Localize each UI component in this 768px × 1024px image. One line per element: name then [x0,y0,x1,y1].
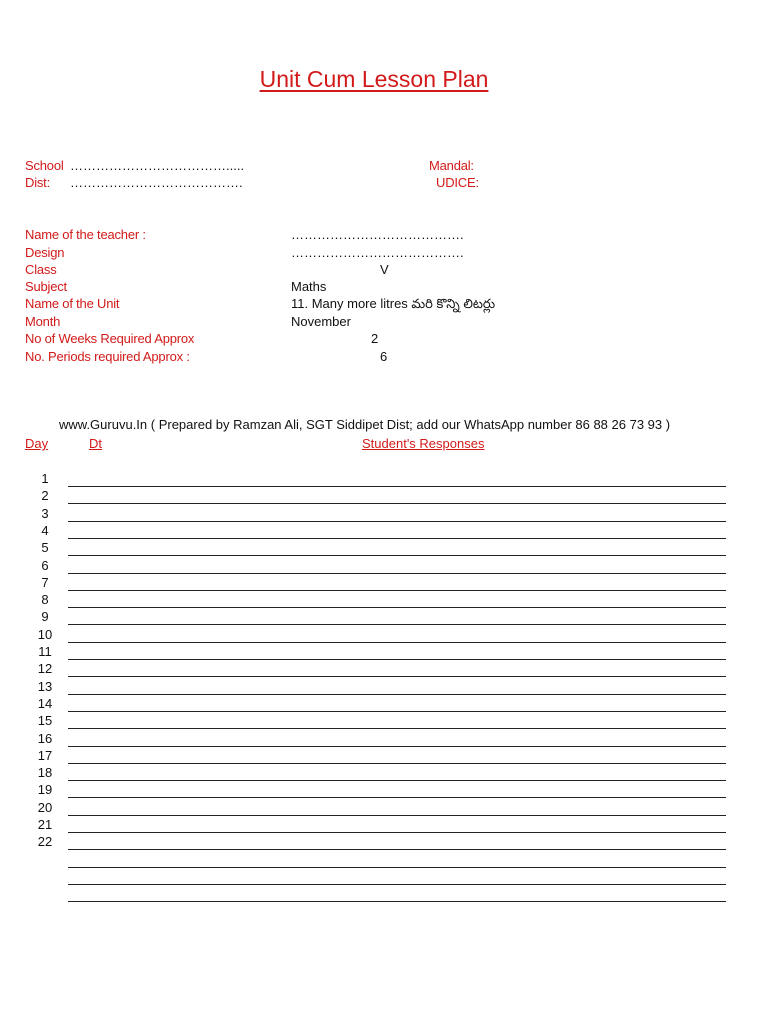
response-line [68,746,726,747]
periods-label: No. Periods required Approx : [25,349,190,364]
response-line [68,694,726,695]
day-number: 21 [37,817,53,832]
response-line [68,607,726,608]
response-line [68,711,726,712]
design-value: …………………………………. [291,245,464,260]
school-label: School [25,158,64,173]
response-line [68,503,726,504]
day-number: 18 [37,765,53,781]
day-number: 12 [37,661,53,677]
response-line [68,486,726,487]
day-number: 1 [41,471,49,486]
credit-line: www.Guruvu.In ( Prepared by Ramzan Ali, SGT Siddipet Dist; add our WhatsApp number 86 88 26 73 93 ) [59,417,671,432]
day-number: 13 [37,678,53,694]
day-number: 4 [41,522,49,538]
month-label: Month [25,314,61,329]
response-line [68,832,726,833]
response-line [68,555,726,556]
response-line [68,884,726,885]
month-value: November [291,314,351,329]
weeks-value: 2 [371,331,379,346]
day-number: 11 [38,644,52,659]
response-line [68,867,726,868]
column-dt: Dt [89,436,102,451]
day-number: 3 [41,505,49,521]
column-responses: Student's Responses [362,436,485,451]
design-label: Design [25,245,65,260]
day-number: 2 [41,488,49,504]
subject-label: Subject [25,279,67,294]
class-label: Class [25,262,57,277]
response-line [68,590,726,591]
day-number: 19 [37,782,53,798]
day-number: 20 [37,799,53,815]
weeks-label: No of Weeks Required Approx [25,331,195,346]
dist-dots: …………………………………. [70,175,243,190]
response-line [68,780,726,781]
school-dots: ………………………………..... [70,158,245,173]
response-line [68,573,726,574]
response-line [68,521,726,522]
teacher-label: Name of the teacher : [25,227,146,242]
class-value: V [380,262,389,277]
response-line [68,797,726,798]
day-number: 14 [37,695,53,711]
subject-value: Maths [291,279,327,294]
response-line [68,538,726,539]
unit-value: 11. Many more litres మరి కొన్ని లిటర్లు [291,296,496,311]
day-number: 17 [37,747,53,763]
response-line [68,728,726,729]
response-line [68,901,726,902]
page-title: Unit Cum Lesson Plan [259,66,489,92]
day-number: 16 [37,730,53,746]
response-line [68,659,726,660]
day-number: 22 [37,834,53,850]
response-line [68,642,726,643]
day-number: 8 [41,592,49,608]
teacher-value: …………………………………. [291,227,464,242]
response-line [68,676,726,677]
response-line [68,849,726,850]
response-line [68,763,726,764]
response-line [68,815,726,816]
day-number: 9 [41,609,49,625]
day-number: 15 [37,713,53,729]
day-number: 5 [41,540,49,556]
column-day: Day [25,436,49,451]
periods-value: 6 [380,349,388,364]
udice-label: UDICE: [436,175,479,190]
day-number: 7 [41,574,49,590]
response-line [68,624,726,625]
unit-label: Name of the Unit [25,296,120,311]
dist-label: Dist: [25,175,51,190]
mandal-label: Mandal: [429,158,474,173]
day-number: 6 [41,557,49,573]
day-number: 10 [37,626,53,642]
